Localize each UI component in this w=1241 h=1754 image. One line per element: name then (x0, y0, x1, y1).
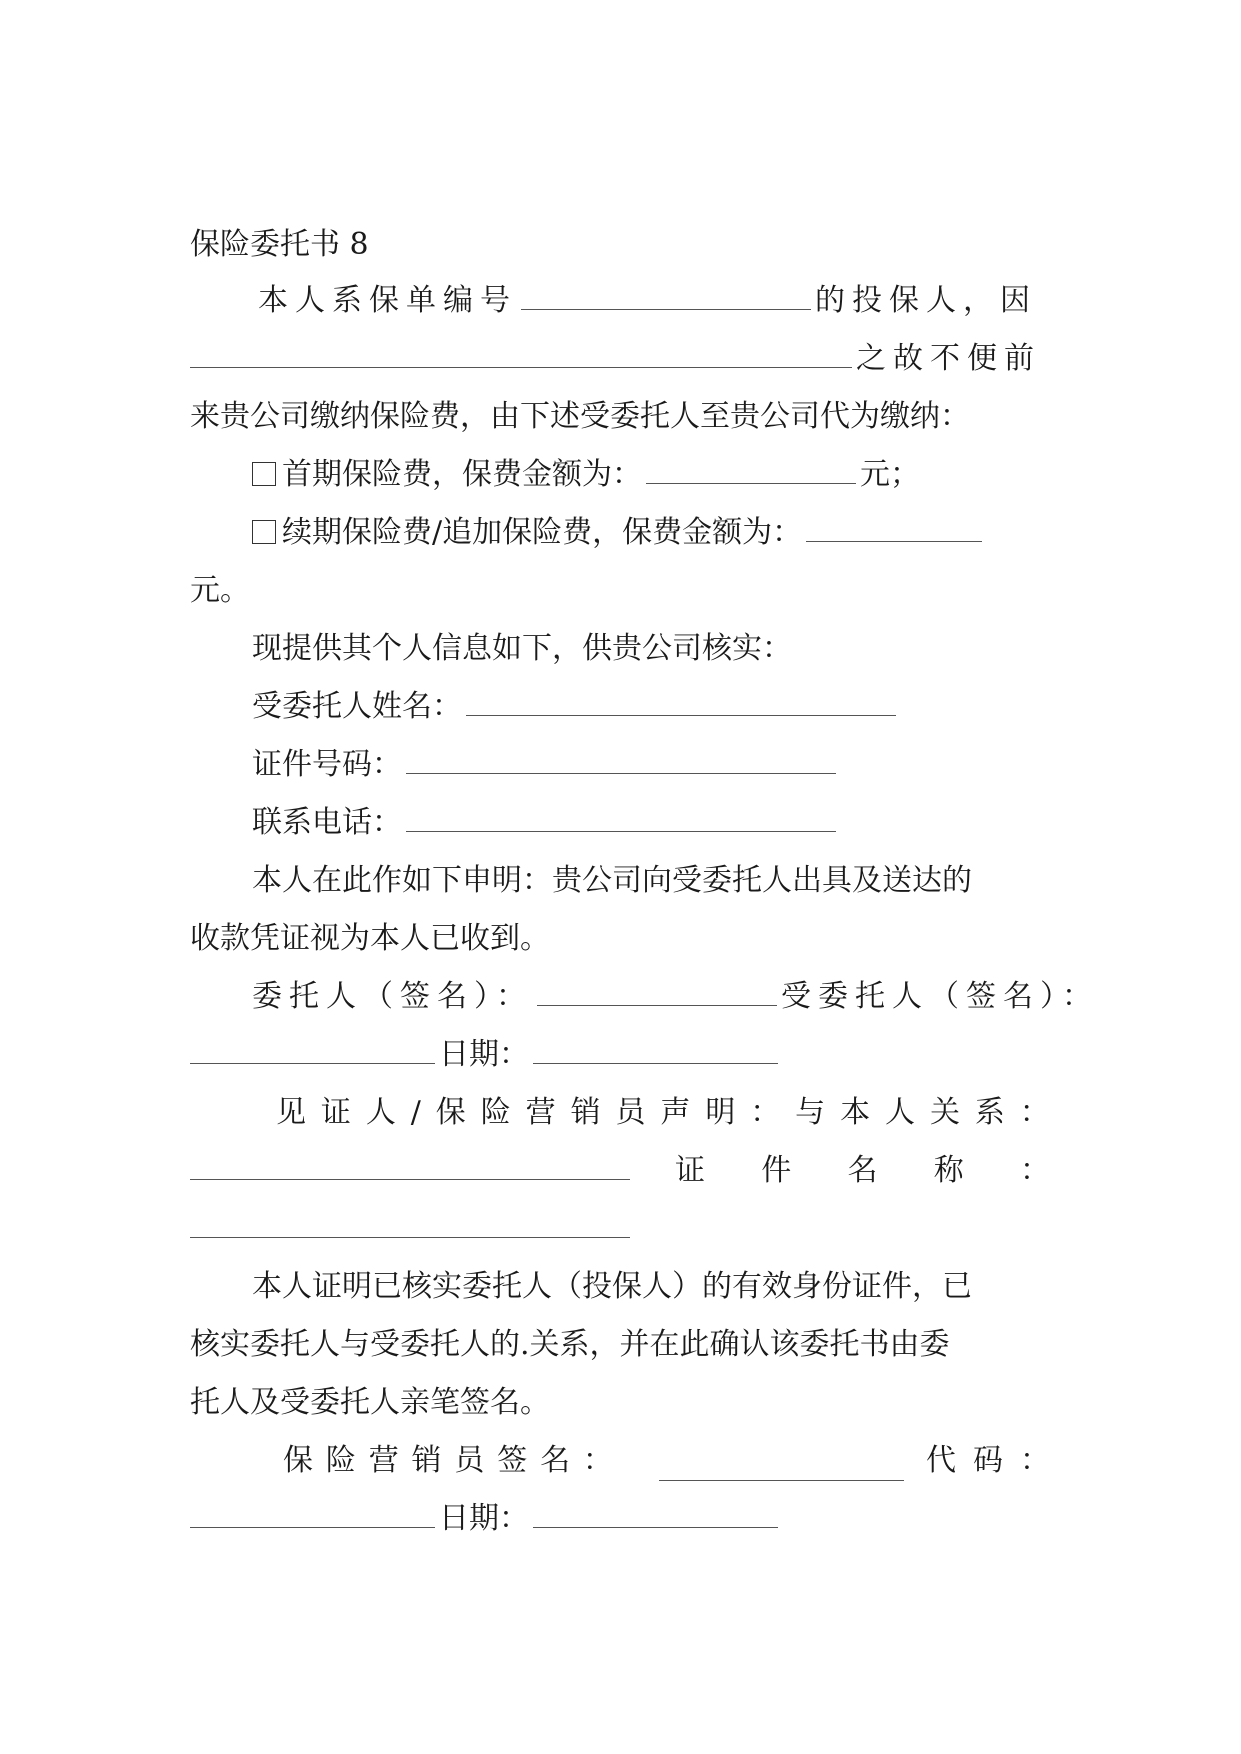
witness-statement: 见 证 人 / 保 险 营 销 员 声 明 ： 与 本 人 关 系 ： (276, 1095, 1050, 1130)
agent-signature-label: 保 险 营 销 员 签 名 ： (283, 1443, 613, 1478)
certification-line-2: 核实委托人与受委托人的.关系，并在此确认该委托书由委 (190, 1327, 950, 1362)
renewal-premium-amount-blank[interactable] (806, 535, 982, 542)
phone-row: 联系电话： (252, 798, 1050, 848)
signature-row: 委托人（签名）： 受委托人（签名）： (252, 979, 1099, 1014)
document-title: 保险委托书 8 (190, 227, 369, 262)
agent-signature-row (283, 1436, 1050, 1486)
reason-blank[interactable] (190, 361, 852, 368)
id-type-blank[interactable] (190, 1231, 630, 1238)
phone-blank[interactable] (406, 825, 836, 832)
id-type-label: 证 件 名 称 ： (675, 1153, 1050, 1188)
intro-line-1: 本人系保单编号 的投保人，因 (258, 283, 1037, 318)
declaration-line-2: 收款凭证视为本人已收到。 (190, 921, 550, 956)
relationship-row (190, 1146, 1050, 1196)
renewal-premium-option: 续期保险费/追加保险费，保费金额为： (252, 508, 1050, 558)
id-type-blank-row (190, 1204, 1050, 1254)
renewal-premium-checkbox[interactable] (252, 520, 276, 544)
first-premium-option: 首期保险费，保费金额为： 元； (252, 450, 1050, 500)
policy-number-blank[interactable] (521, 303, 811, 310)
signature-date-blank[interactable] (533, 1057, 778, 1064)
id-number-blank[interactable] (406, 767, 836, 774)
certification-line-1: 本人证明已核实委托人（投保人）的有效身份证件，已 (252, 1269, 972, 1304)
agent-date-blank[interactable] (533, 1521, 778, 1528)
agent-signature-blank[interactable] (190, 1057, 435, 1064)
intro-line-3: 来贵公司缴纳保险费，由下述受委托人至贵公司代为缴纳： (190, 399, 970, 434)
agent-name-row: 受委托人姓名： (252, 682, 1050, 732)
id-number-row: 证件号码： (252, 740, 1050, 790)
signature-date-row: 日期： (190, 1030, 1050, 1080)
first-premium-checkbox[interactable] (252, 462, 276, 486)
intro-line-2: 之故不便前 (190, 334, 1050, 384)
principal-signature-blank[interactable] (537, 999, 777, 1006)
agent-code-blank[interactable] (190, 1521, 435, 1528)
info-intro: 现提供其个人信息如下，供贵公司核实： (252, 631, 792, 666)
agent-name-blank[interactable] (466, 709, 896, 716)
renewal-unit-line: 元。 (190, 573, 250, 608)
agent-code-date-row: 日期： (190, 1494, 1050, 1544)
certification-line-3: 托人及受委托人亲笔签名。 (190, 1385, 550, 1420)
agent-signature-line-blank[interactable] (659, 1474, 904, 1481)
relationship-blank[interactable] (190, 1173, 630, 1180)
declaration-line-1: 本人在此作如下申明：贵公司向受委托人出具及送达的 (252, 863, 972, 898)
first-premium-amount-blank[interactable] (646, 477, 856, 484)
agent-code-label: 代 码 ： (926, 1443, 1050, 1478)
